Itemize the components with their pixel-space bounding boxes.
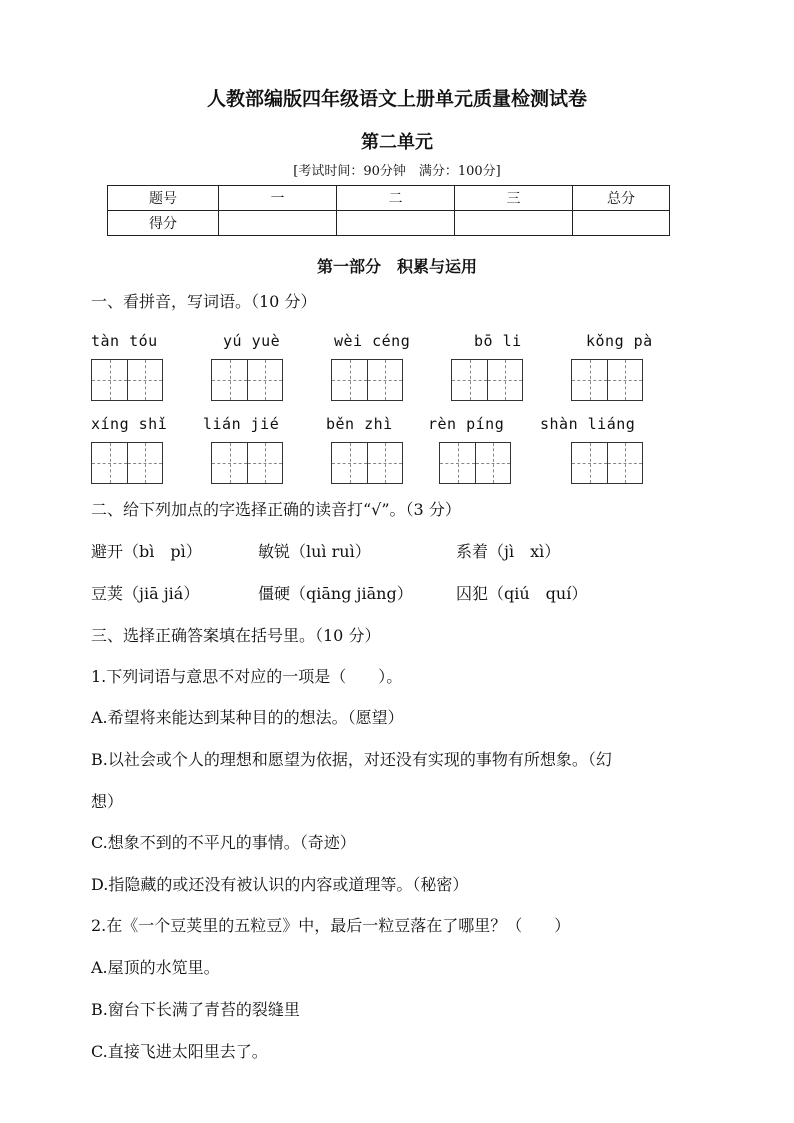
option-c[interactable]: C.直接飞进太阳里去了。 — [91, 1042, 268, 1061]
pinyin-label: běn zhì — [326, 415, 393, 433]
option-b[interactable]: B.窗台下长满了青苔的裂缝里 — [91, 1000, 300, 1019]
pronunciation-item[interactable]: 僵硬（qiāng jiāng） — [258, 584, 413, 603]
pinyin-label: wèi céng — [334, 332, 411, 350]
table-cell: 三 — [455, 186, 573, 211]
writing-box[interactable] — [211, 442, 283, 484]
table-row — [108, 211, 670, 236]
pinyin-label: yú yuè — [223, 332, 281, 350]
option-b[interactable]: B.以社会或个人的理想和愿望为依据，对还没有实现的事物有所想象。（幻 — [91, 750, 612, 769]
score-table — [107, 185, 670, 236]
option-a[interactable]: A.希望将来能达到某种目的的想法。（愿望） — [91, 708, 404, 727]
score-input-cell[interactable] — [455, 211, 573, 236]
pronunciation-item[interactable]: 敏锐（luì ruì） — [258, 542, 371, 561]
pinyin-label: bō li — [474, 332, 522, 350]
question-stem: 1.下列词语与意思不对应的一项是（ ）。 — [91, 667, 403, 686]
pinyin-label: lián jié — [203, 415, 280, 433]
pinyin-label: rèn píng — [428, 415, 505, 433]
pronunciation-item[interactable]: 囚犯（qiú quí） — [456, 584, 588, 603]
writing-box[interactable] — [211, 359, 283, 401]
table-cell: 题号 — [108, 186, 219, 211]
q1-heading: 一、看拼音，写词语。（10 分） — [91, 292, 317, 311]
option-c[interactable]: C.想象不到的不平凡的事情。（奇迹） — [91, 833, 356, 852]
question-stem: 2.在《一个豆荚里的五粒豆》中，最后一粒豆落在了哪里？（ ） — [91, 916, 571, 935]
score-input-cell[interactable] — [337, 211, 455, 236]
writing-box[interactable] — [91, 442, 163, 484]
writing-box[interactable] — [331, 359, 403, 401]
writing-box[interactable] — [571, 442, 643, 484]
exam-title: 人教部编版四年级语文上册单元质量检测试卷 — [206, 88, 587, 110]
writing-box[interactable] — [451, 359, 523, 401]
pinyin-label: kǒng pà — [586, 332, 653, 350]
table-cell: 得分 — [108, 211, 219, 236]
pronunciation-item[interactable]: 系着（jì xì） — [456, 542, 561, 561]
table-cell: 二 — [337, 186, 455, 211]
exam-info: [考试时间：90分钟 满分：100分] — [293, 164, 501, 179]
q3-heading: 三、选择正确答案填在括号里。（10 分） — [91, 626, 381, 645]
writing-box[interactable] — [571, 359, 643, 401]
table-cell: 总分 — [573, 186, 670, 211]
pronunciation-item[interactable]: 豆荚（jiā jiá） — [91, 584, 200, 603]
table-row — [108, 186, 670, 211]
pronunciation-item[interactable]: 避开（bì pì） — [91, 542, 202, 561]
option-a[interactable]: A.屋顶的水笕里。 — [91, 958, 220, 977]
q2-heading: 二、给下列加点的字选择正确的读音打“√”。（3 分） — [91, 500, 461, 519]
pinyin-label: shàn liáng — [540, 415, 636, 433]
pinyin-label: xíng shǐ — [91, 415, 168, 433]
writing-box[interactable] — [331, 442, 403, 484]
score-input-cell[interactable] — [573, 211, 670, 236]
writing-box[interactable] — [91, 359, 163, 401]
part-heading: 第一部分 积累与运用 — [316, 257, 477, 276]
option-d[interactable]: D.指隐藏的或还没有被认识的内容或道理等。（秘密） — [91, 875, 469, 894]
table-cell: 一 — [219, 186, 337, 211]
unit-title: 第二单元 — [361, 132, 433, 153]
writing-box[interactable] — [439, 442, 511, 484]
pinyin-label: tàn tóu — [91, 332, 158, 350]
option-b-continued: 想） — [91, 792, 124, 811]
score-input-cell[interactable] — [219, 211, 337, 236]
